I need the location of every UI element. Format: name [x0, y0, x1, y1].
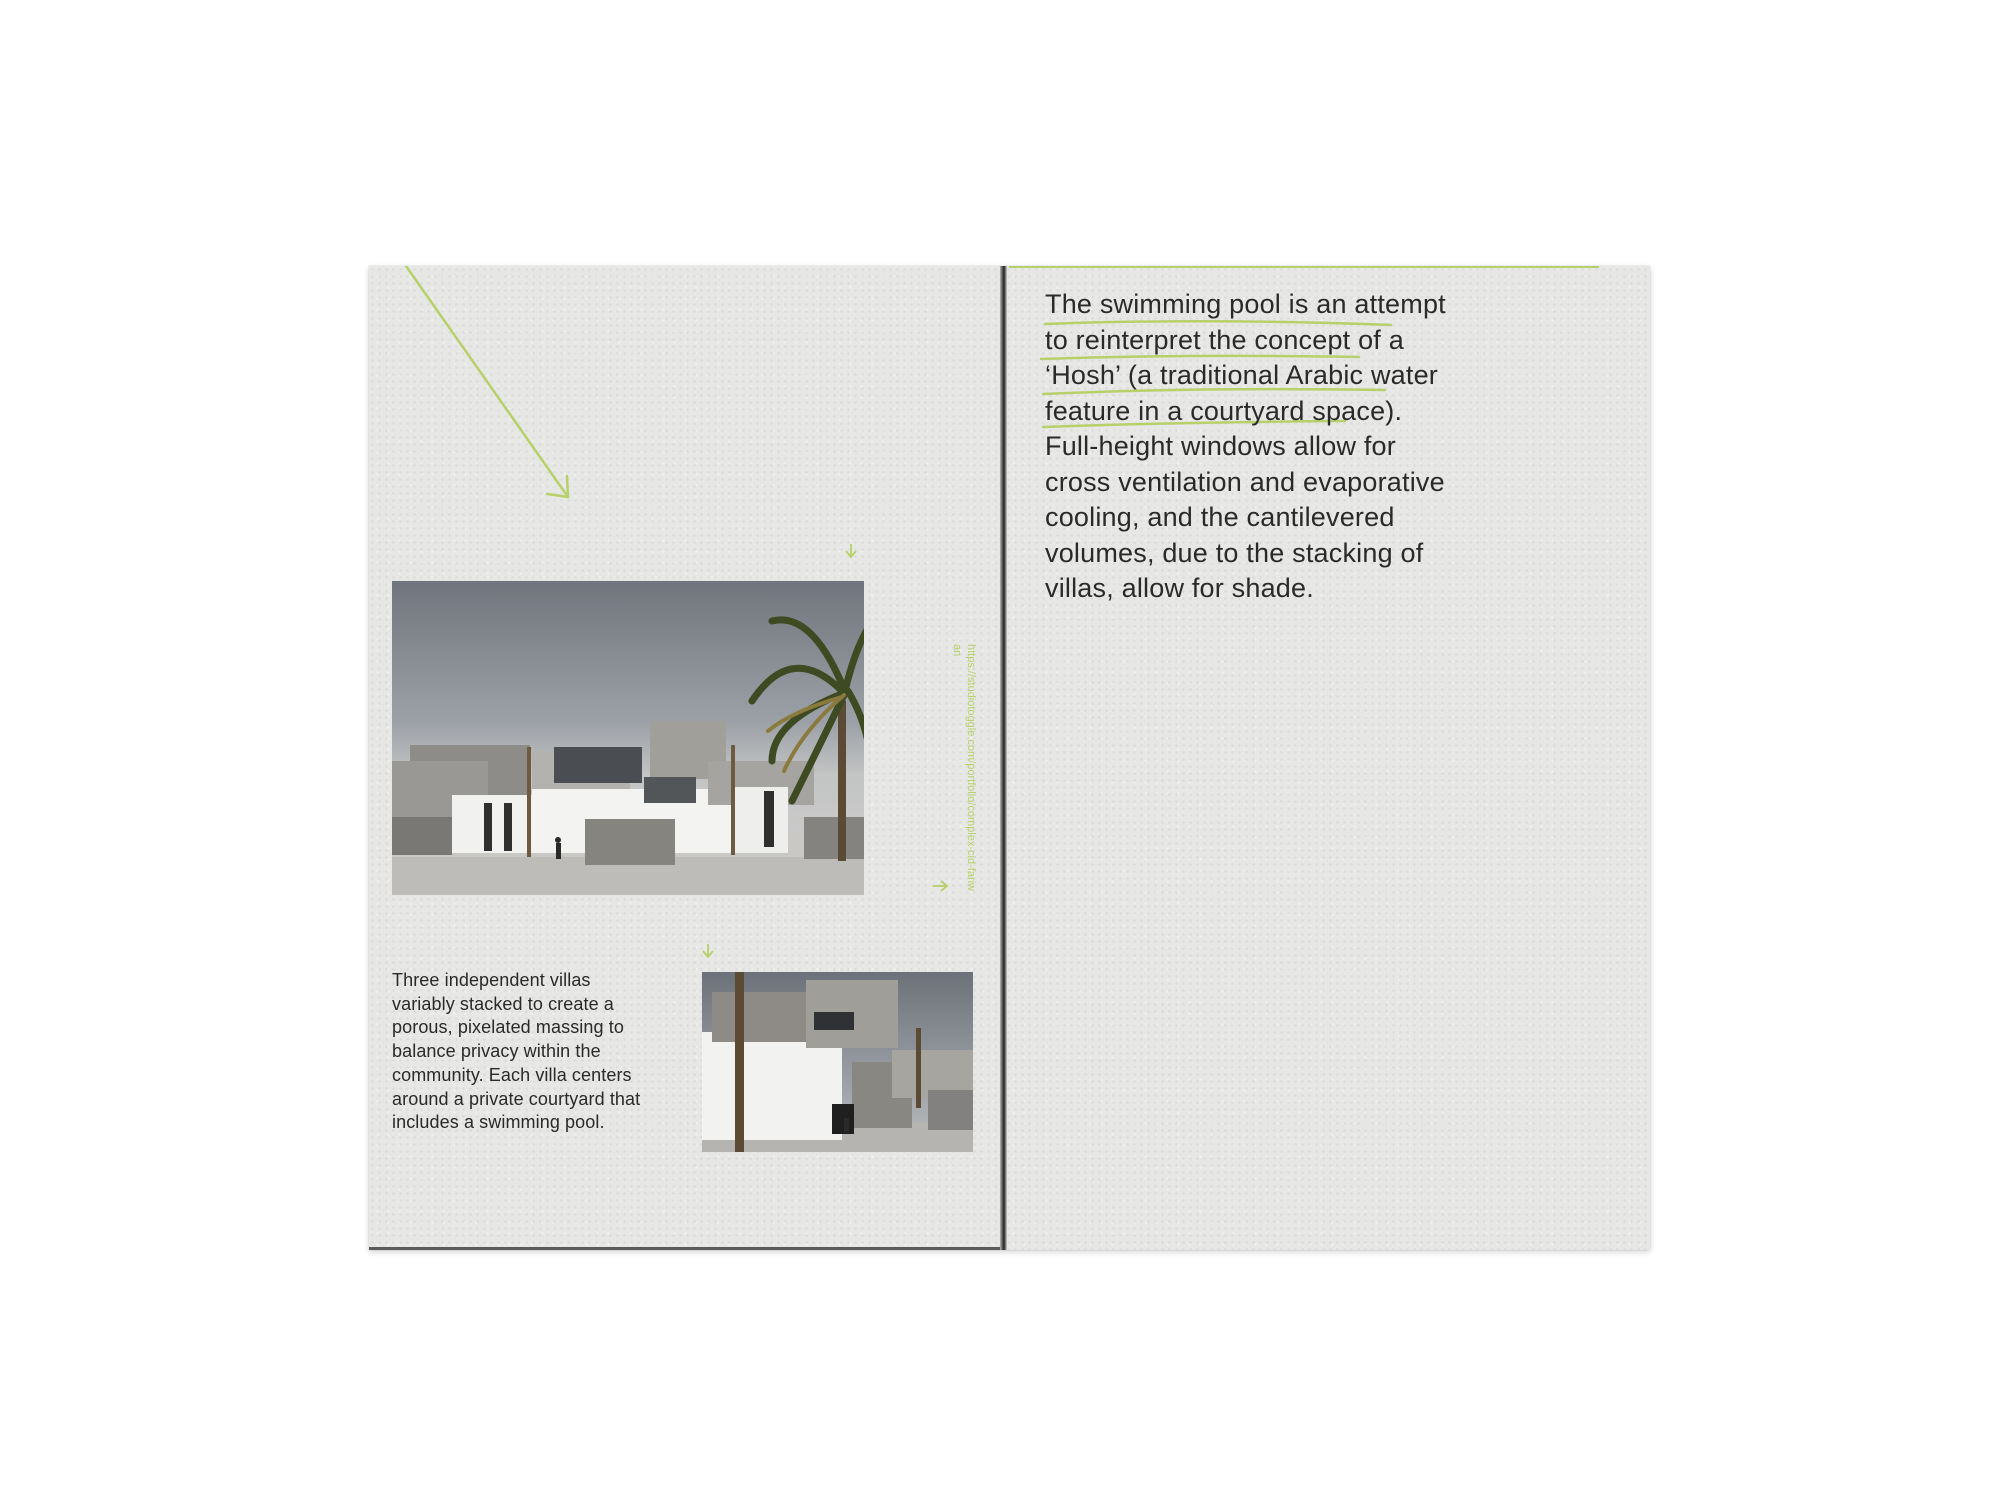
top-accent-line [1009, 266, 1599, 268]
body-line: to reinterpret the concept of a [1045, 324, 1404, 355]
arrow-down-icon [703, 944, 713, 957]
body-line: cooling, and the cantilevered [1045, 502, 1395, 532]
villa-photo-small-illustration [702, 972, 973, 1152]
body-text [1045, 287, 1485, 607]
arrow-down-right-icon [406, 266, 568, 497]
booklet-spine [1000, 266, 1007, 1250]
body-line: feature in a courtyard space). [1045, 395, 1403, 426]
arrow-down-icon [846, 544, 856, 557]
villa-caption: Three independent villas variably stacked to create a porous, pixelated massing to balance privacy within the community. Each villa centers around a private courtyard that includes a swimming pool. [392, 970, 641, 1133]
body-line: cross ventilation and evaporative [1045, 466, 1445, 497]
body-line: volumes, due to the stacking of [1045, 537, 1424, 568]
source-url[interactable]: https://studiotoggle.com/portfolio/complex-cid-fariwan [951, 644, 977, 891]
body-line: ‘Hosh’ (a traditional Arabic water [1045, 360, 1438, 390]
villa-photo-main-illustration [392, 581, 864, 895]
arrow-right-icon [933, 881, 947, 891]
villa-photo-main [392, 581, 864, 895]
page-bottom-edge [369, 1247, 1000, 1250]
body-line: villas, allow for shade. [1045, 573, 1314, 603]
right-page [1005, 266, 1650, 1250]
booklet-spread [369, 266, 1650, 1250]
villa-photo-small [702, 972, 973, 1152]
left-page [369, 266, 1005, 1250]
body-line: The swimming pool is an attempt [1045, 289, 1446, 319]
body-line: Full-height windows allow for [1045, 431, 1396, 461]
